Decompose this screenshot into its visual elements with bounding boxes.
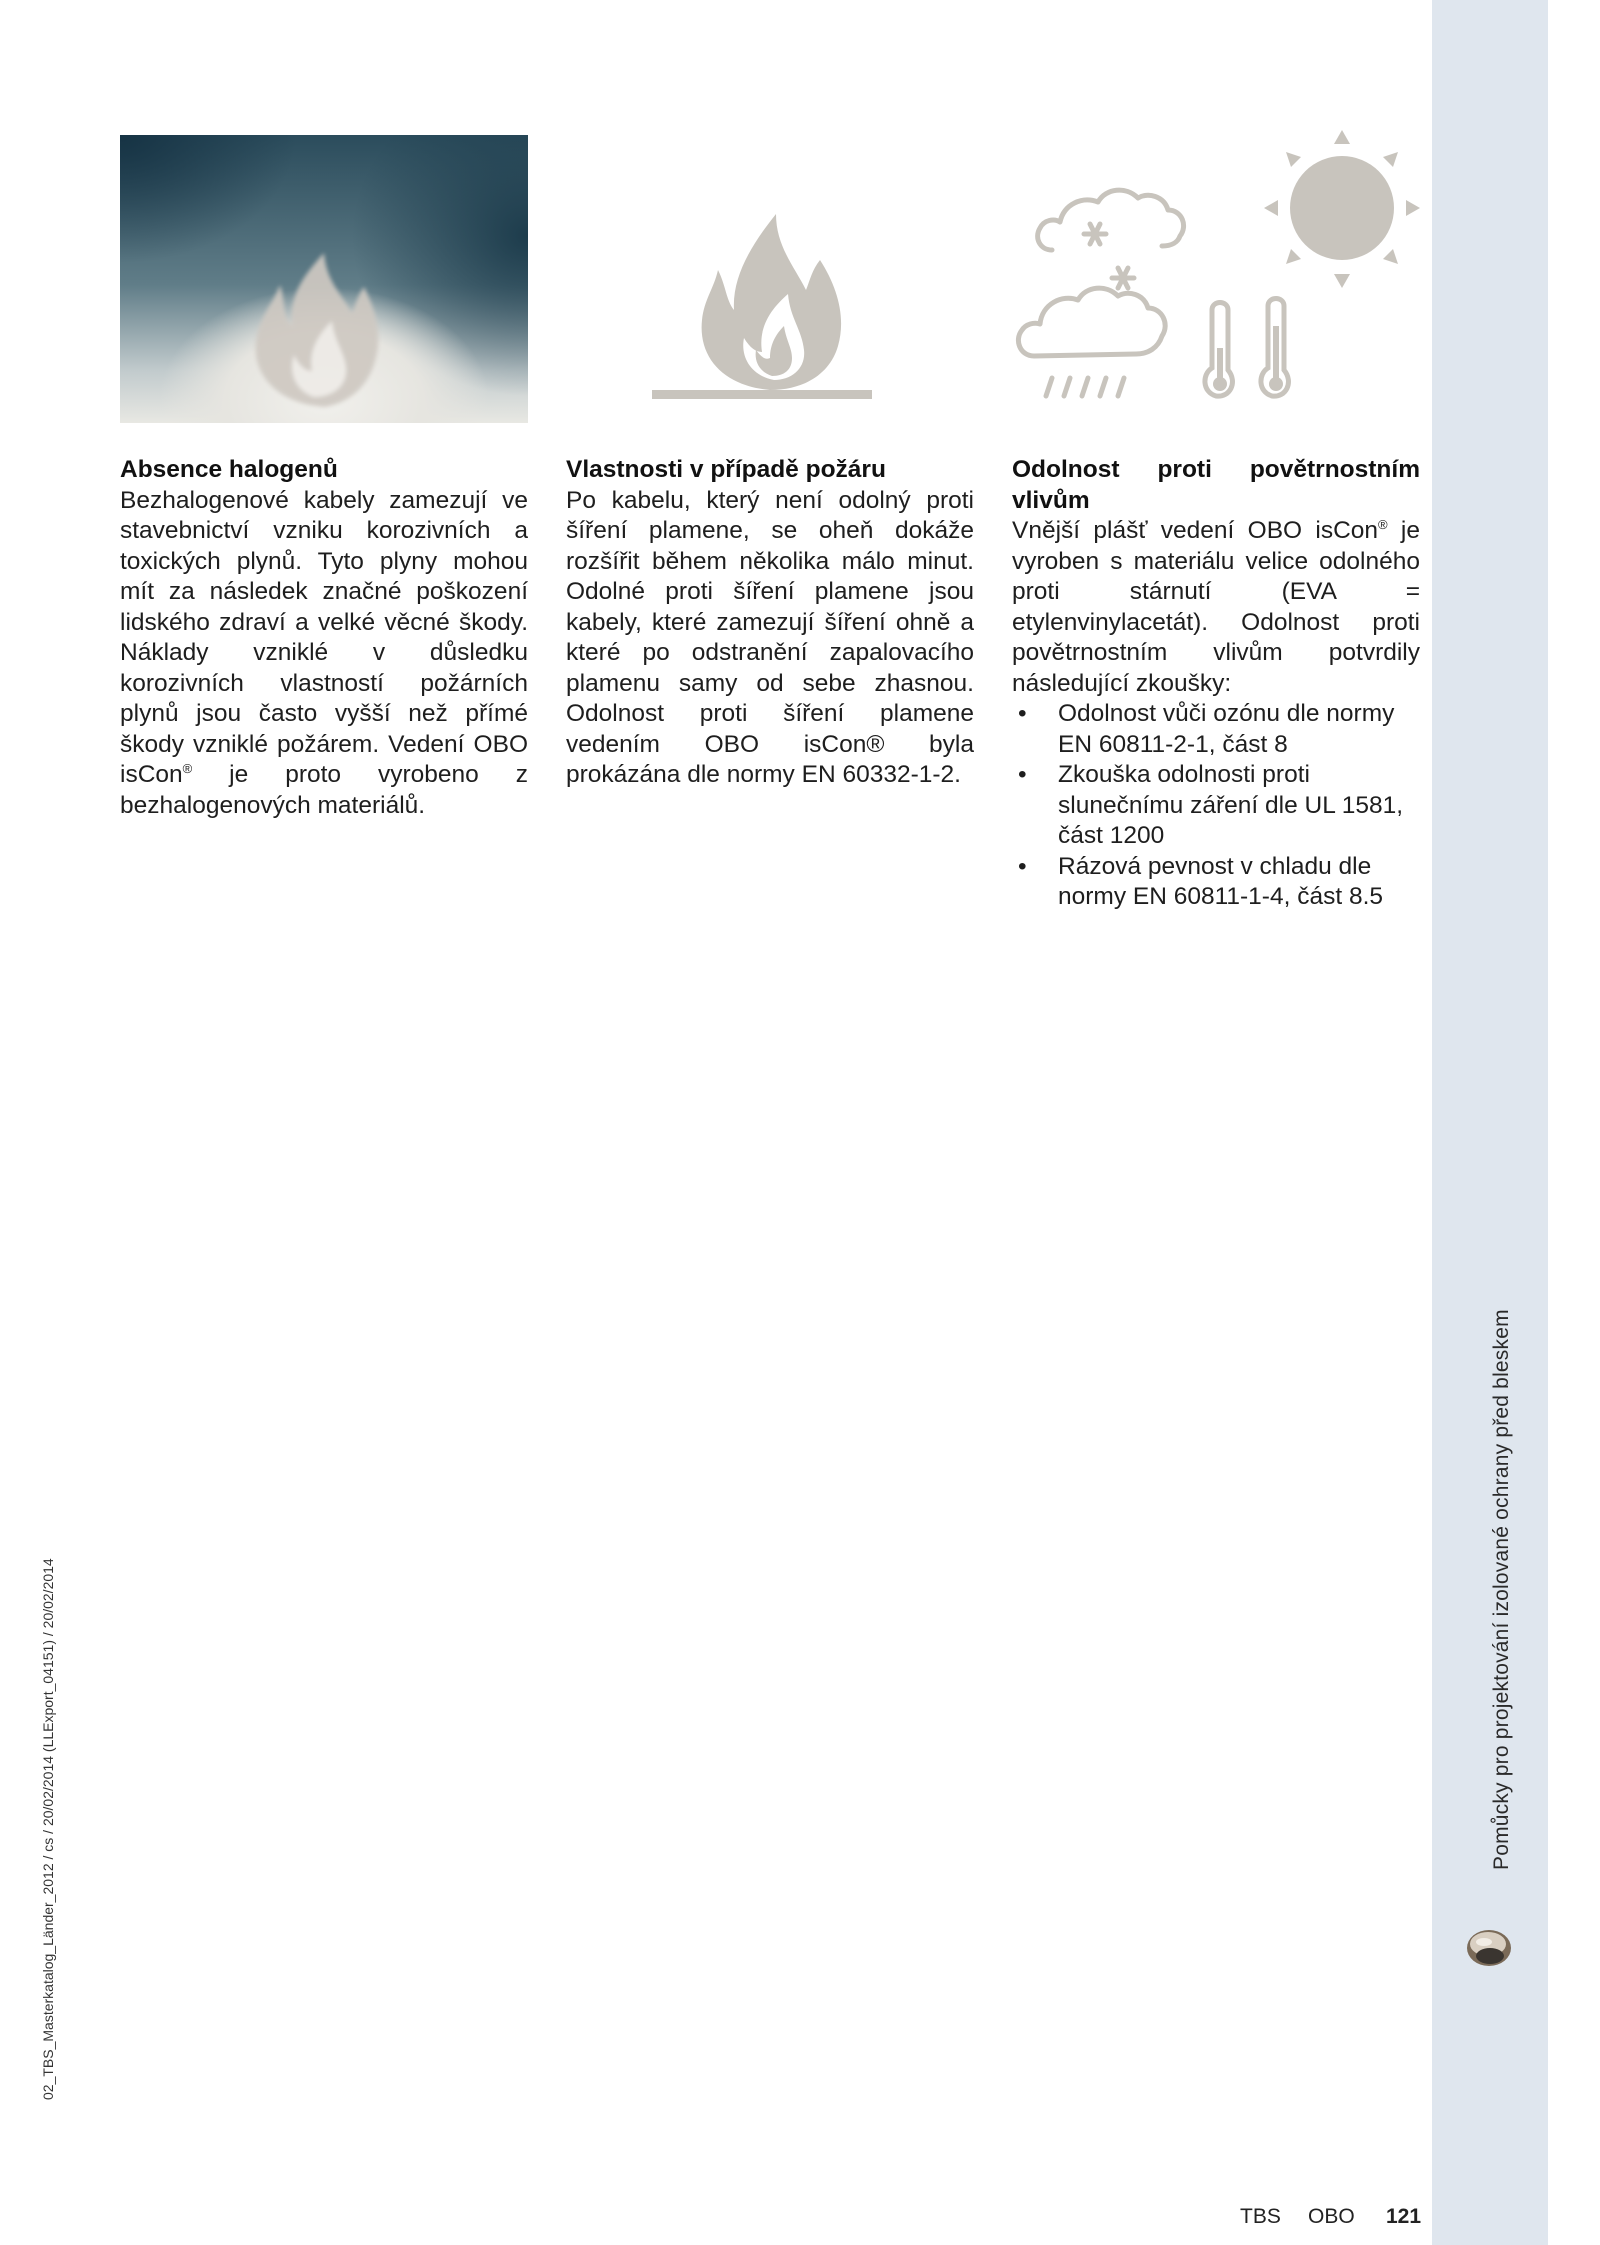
sidebar-title: Pomůcky pro projektování izolované ochrany před bleskem: [1490, 1309, 1513, 1870]
column-weather: [1012, 455, 1420, 913]
list-item: • Zkouška odolnosti proti slunečnímu záření dle UL 1581, část 1200: [1012, 760, 1420, 852]
cloud-rain-icon: [1018, 288, 1165, 356]
column-halogen: [120, 455, 528, 821]
cloud-snow-icon: [1038, 190, 1184, 250]
flame-photo: [120, 135, 528, 423]
footer-brand-obo: OBO: [1308, 2205, 1355, 2228]
text-halogen: Bezhalogenové kabely zamezují ve stavebnictví vzniku korozivních a toxických plynů. Tyto plyny mohou mít za následek značné poškození lidského zdraví a velké věcné škody. Náklady vzniklé v důsledku korozivních vlastností požárních plynů jsou často vyšší než přímé škody vzniklé požárem. Vedení OBO isCon® je proto vyrobeno z bezhalogenových materiálů.: [120, 486, 528, 819]
sidebar-band: [1432, 0, 1548, 2245]
flame-photo-icon: [120, 135, 528, 423]
product-thumbnail-icon: [1460, 1918, 1518, 1976]
heading-fire: Vlastnosti v případě požáru: [566, 456, 886, 483]
export-meta: 02_TBS_Masterkatalog_Länder_2012 / cs / 20/02/2014 (LLExport_04151) / 20/02/2014: [40, 1558, 56, 2100]
sun-icon: [1264, 130, 1420, 288]
column-fire: [566, 455, 974, 791]
text-weather: Vnější plášť vedení OBO isCon® je vyroben s materiálu velice odolného proti stárnutí (EVA = etylenvinylacetát). Odolnost proti povětrnostním vlivům potvrdily následující zkoušky:: [1012, 517, 1420, 697]
heading-halogen: Absence halogenů: [120, 456, 338, 483]
weather-icons: [1012, 130, 1432, 410]
footer-brand-tbs: TBS: [1240, 2205, 1281, 2228]
list-item: • Odolnost vůči ozónu dle normy EN 60811-2-1, část 8: [1012, 699, 1420, 760]
test-list: [1012, 699, 1420, 913]
text-fire: Po kabelu, který není odolný proti šíření plamene, se oheň dokáže rozšířit během několika málo minut. Odolné proti šíření plamene jsou kabely, které zamezují šíření ohně a které po odstranění zapalovacího plamenu samy od sebe zhasnou. Odolnost proti šíření plamene vedením OBO isCon® byla prokázána dle normy EN 60332-1-2.: [566, 486, 974, 788]
page-number: 121: [1386, 2205, 1422, 2228]
heading-weather: Odolnost proti povětrnostním vlivům: [1012, 456, 1420, 514]
list-item: • Rázová pevnost v chladu dle normy EN 60811-1-4, část 8.5: [1012, 852, 1420, 913]
flame-icon: [652, 200, 892, 410]
